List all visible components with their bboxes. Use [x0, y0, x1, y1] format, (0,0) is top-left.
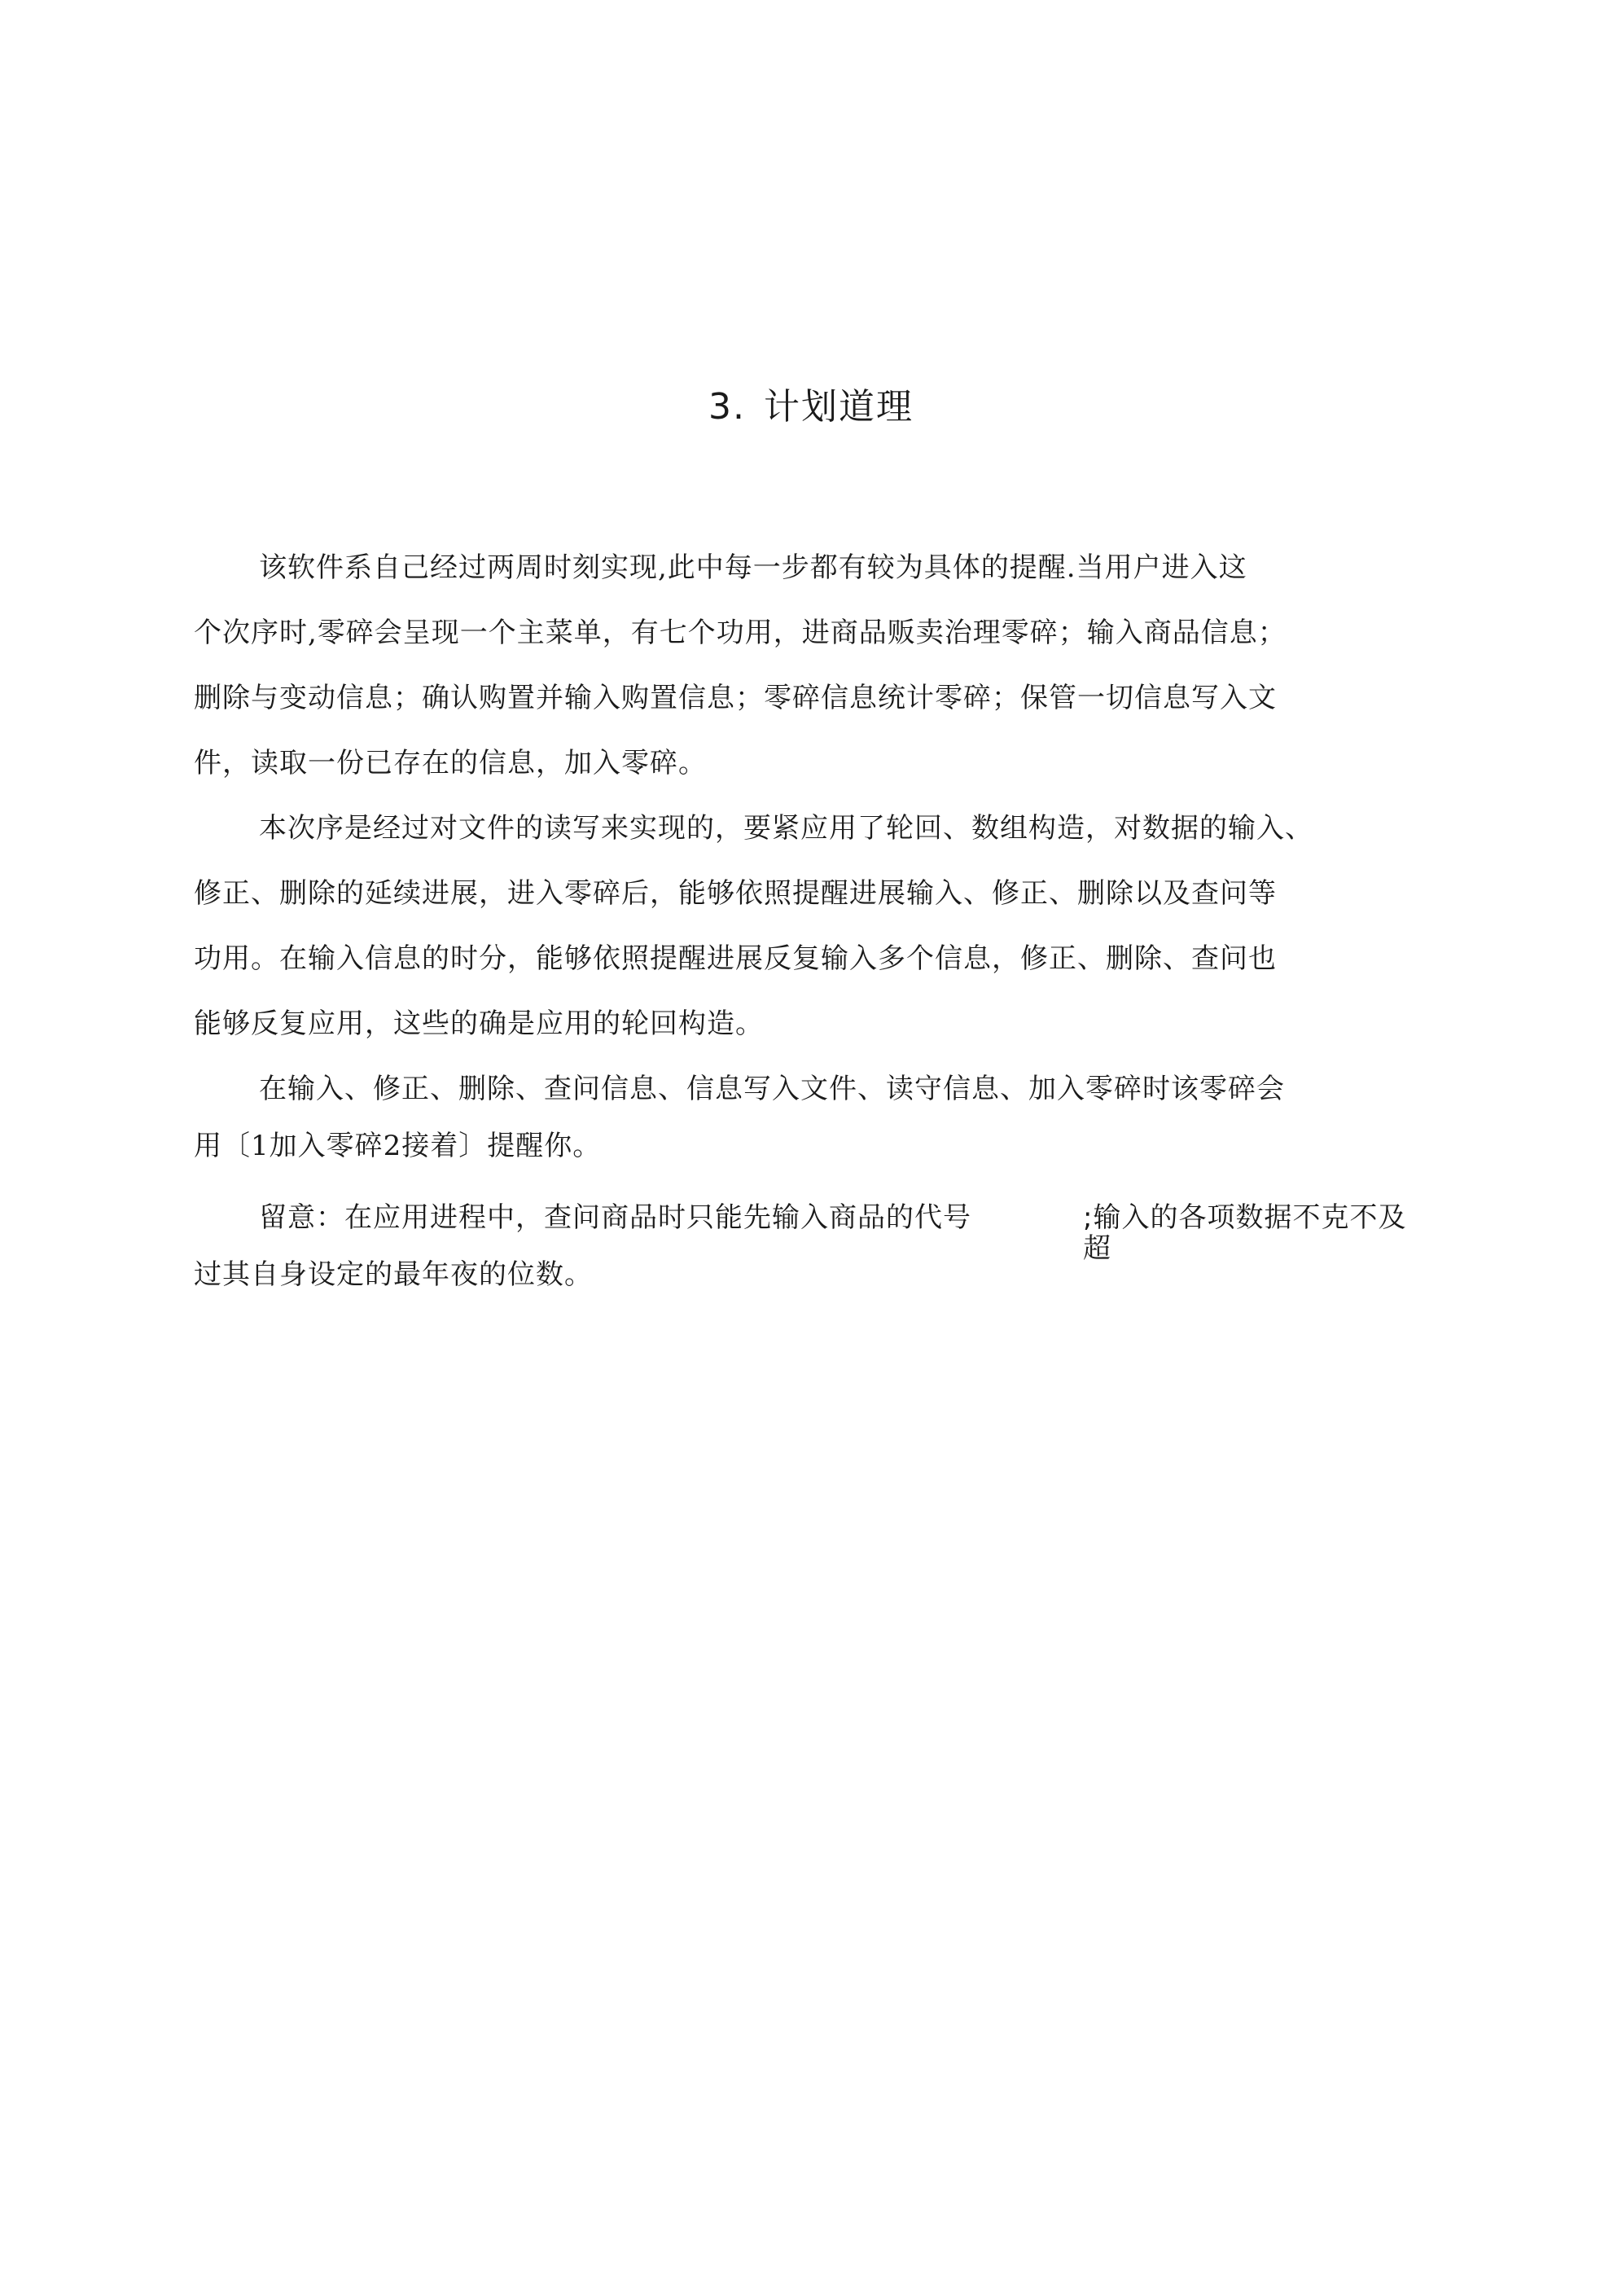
section-heading — [0, 383, 1622, 432]
section-number: 3. — [708, 386, 746, 428]
paragraph-4-line-1: 留意：在应用进程中，查问商品时只能先输入商品的代号 — [259, 1201, 971, 1234]
paragraph-4-side-note-1: ;输入的各项数据不克不及 — [1083, 1201, 1407, 1234]
paragraph-3-line-2: 用〔1加入零碎2接着〕提醒你。 — [194, 1130, 602, 1162]
paragraph-1-line-4: 件，读取一份已存在的信息，加入零碎。 — [194, 747, 707, 779]
paragraph-1-line-3: 删除与变动信息；确认购置并输入购置信息；零碎信息统计零碎；保管一切信息写入文 — [194, 682, 1277, 714]
paragraph-2-line-3: 功用。在输入信息的时分，能够依照提醒进展反复输入多个信息，修正、删除、查问也 — [194, 942, 1277, 975]
paragraph-1-line-2: 个次序时,零碎会呈现一个主菜单，有七个功用，进商品贩卖治理零碎；输入商品信息； — [194, 617, 1287, 649]
paragraph-2-line-1: 本次序是经过对文件的读写来实现的，要紧应用了轮回、数组构造，对数据的输入、 — [259, 812, 1313, 845]
paragraph-4-line-2: 过其自身设定的最年夜的位数。 — [194, 1258, 593, 1291]
paragraph-1-line-1: 该软件系自己经过两周时刻实现,此中每一步都有较为具体的提醒.当用户进入这 — [259, 551, 1247, 584]
paragraph-2-line-4: 能够反复应用，这些的确是应用的轮回构造。 — [194, 1008, 764, 1040]
paragraph-3-line-1: 在输入、修正、删除、查问信息、信息写入文件、读守信息、加入零碎时该零碎会 — [259, 1073, 1285, 1105]
paragraph-4-side-note-2: 超 — [1083, 1232, 1111, 1265]
paragraph-2-line-2: 修正、删除的延续进展，进入零碎后，能够依照提醒进展输入、修正、删除以及查问等 — [194, 877, 1277, 910]
section-title: 计划道理 — [763, 386, 914, 428]
